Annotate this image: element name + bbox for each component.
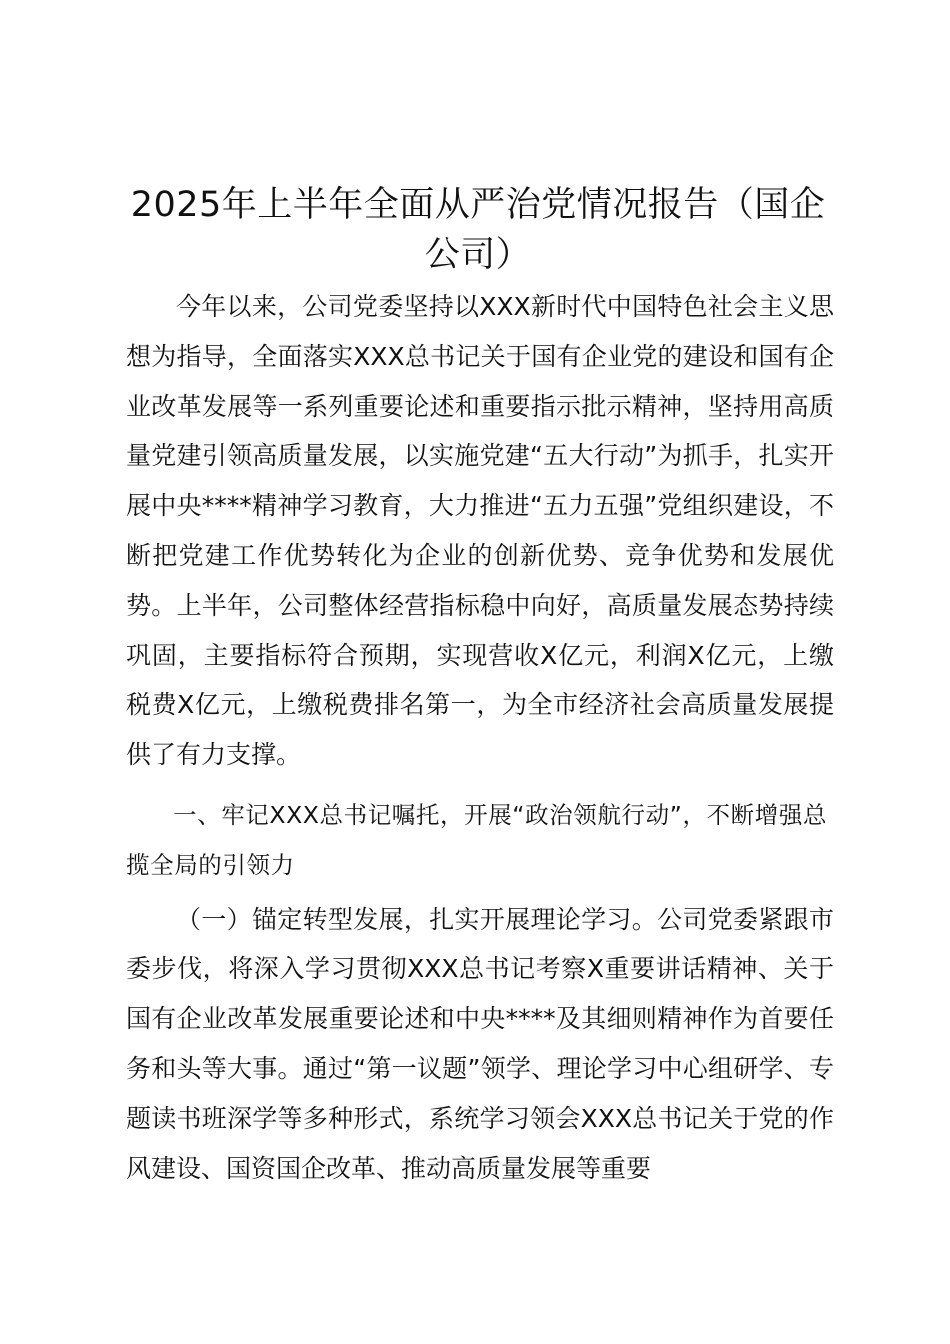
section-1-heading: 一、牢记XXX总书记嘱托，开展“政治领航行动”，不断增强总揽全局的引领力 xyxy=(126,800,828,879)
section-1-paragraph: （一）锚定转型发展，扎实开展理论学习。公司党委紧跟市委步伐，将深入学习贯彻XXX总书记考察X重要讲话精神、关于国有企业改革发展重要论述和中央****及其细则精神作为首要任务和头等大事。通过“第一议题”领学、理论学习中心组研学、专题读书班深学等多种形式，系统学习领会XXX总书记关于党的作风建设、国资国企改革、推动高质量发展等重要 xyxy=(126,904,834,1183)
intro-paragraph: 今年以来，公司党委坚持以XXX新时代中国特色社会主义思想为指导，全面落实XXX总书记关于国有企业党的建设和国有企业改革发展等一系列重要论述和重要指示批示精神，坚持用高质量党建引领高质量发展，以实施党建“五大行动”为抓手，扎实开展中央****精神学习教育，大力推进“五力五强”党组织建设，不断把党建工作优势转化为企业的创新优势、竞争优势和发展优势。上半年，公司整体经营指标稳中向好，高质量发展态势持续巩固，主要指标符合预期，实现营收X亿元，利润X亿元，上缴税费X亿元，上缴税费排名第一，为全市经济社会高质量发展提供了有力支撑。 xyxy=(126,292,834,770)
document-title: 2025年上半年全面从严治党情况报告（国企公司） xyxy=(130,185,826,275)
document-body xyxy=(126,282,834,1193)
